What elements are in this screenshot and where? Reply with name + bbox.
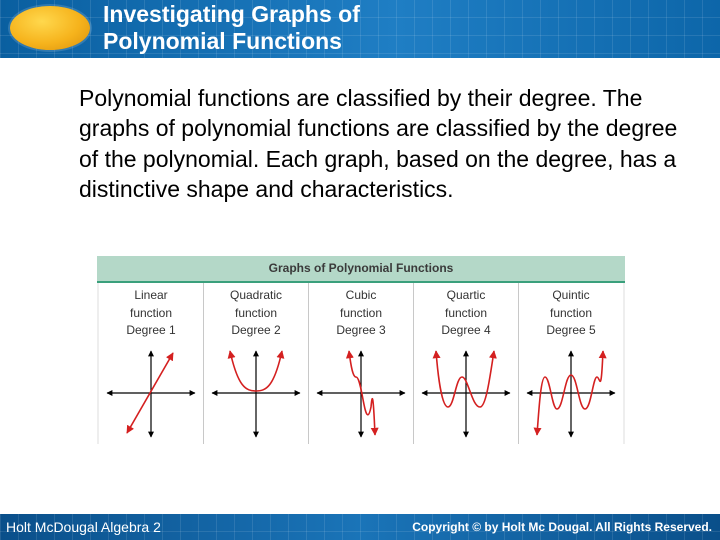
column-label	[204, 287, 308, 340]
quartic-graph	[418, 347, 514, 441]
column-label-line-1: Quartic	[446, 288, 486, 302]
body-paragraph: Polynomial functions are classified by their degree. The graphs of polynomial functions are classified by the degree of the polynomial. Each graph, based on the degree, has a distinctive shape and characteristics.	[79, 85, 678, 202]
column-label-line-1: Cubic	[345, 288, 377, 302]
column-quintic	[519, 283, 623, 444]
footer-copyright: Copyright © by Holt Mc Dougal. All Rights Reserved.	[412, 520, 712, 534]
slide-title-line-2: Polynomial Functions	[103, 28, 342, 54]
quintic-graph	[523, 347, 619, 441]
column-label-line-3: Degree 4	[441, 323, 491, 337]
slide-title	[103, 1, 360, 55]
column-label-line-1: Quadratic	[229, 288, 283, 302]
column-label-line-2: function	[444, 305, 488, 320]
figure-title-bar	[97, 256, 625, 283]
column-label-line-3: Degree 1	[126, 323, 176, 337]
column-label-line-3: Degree 5	[546, 323, 596, 337]
column-label-line-2: function	[549, 305, 593, 320]
column-label	[99, 287, 203, 340]
column-label	[309, 287, 413, 340]
column-quartic	[414, 283, 518, 444]
column-linear	[99, 283, 203, 444]
column-cubic	[309, 283, 413, 444]
quadratic-graph	[208, 347, 304, 441]
column-label-line-3: Degree 2	[231, 323, 281, 337]
footer-book-title: Holt McDougal Algebra 2	[6, 519, 161, 535]
column-label-line-1: Quintic	[552, 288, 590, 302]
cubic-graph	[313, 347, 409, 441]
logo-oval-icon	[10, 6, 90, 50]
column-label-line-2: function	[129, 305, 173, 320]
slide-title-line-1: Investigating Graphs of	[103, 1, 360, 27]
column-label	[519, 287, 623, 340]
polynomial-graphs-figure	[97, 256, 625, 444]
column-label-line-2: function	[234, 305, 278, 320]
column-label-line-3: Degree 3	[336, 323, 386, 337]
column-label-line-2: function	[339, 305, 383, 320]
figure-title: Graphs of Polynomial Functions	[268, 261, 454, 275]
quartic-curve	[436, 351, 494, 407]
header-banner	[0, 0, 720, 58]
linear-graph	[103, 347, 199, 441]
footer-bar	[0, 514, 720, 540]
column-quadratic	[204, 283, 308, 444]
column-label	[414, 287, 518, 340]
column-label-line-1: Linear	[134, 288, 168, 302]
